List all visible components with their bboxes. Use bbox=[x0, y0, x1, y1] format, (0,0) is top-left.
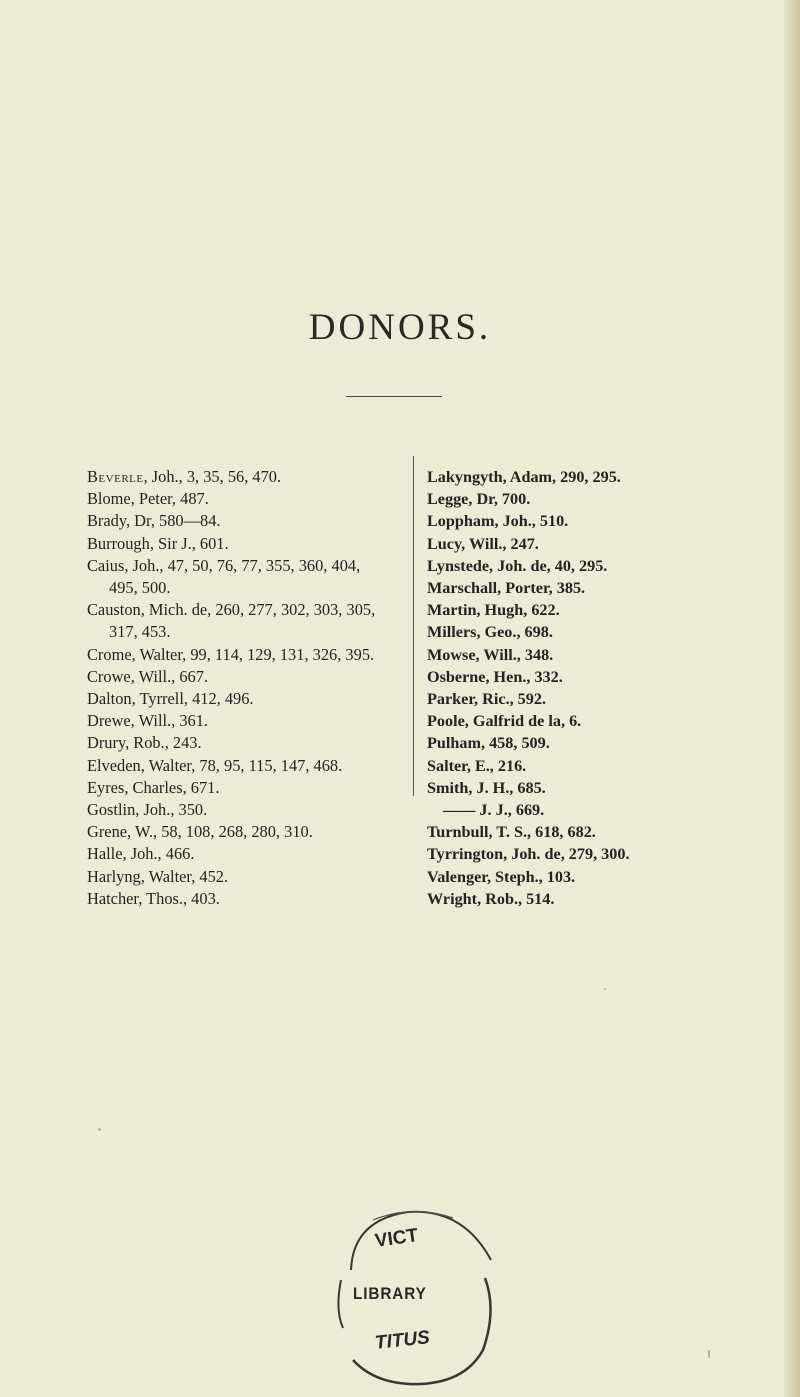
donor-entry: Loppham, Joh., 510. bbox=[427, 512, 569, 531]
donor-list-left bbox=[87, 466, 383, 910]
stamp-bottom-text: TITUS bbox=[374, 1327, 431, 1354]
page-title: DONORS. bbox=[308, 307, 492, 348]
donor-entry: Causton, Mich. de, 260, 277, 302, 303, 305, 317, 453. bbox=[87, 600, 376, 642]
donor-entry: Parker, Ric., 592. bbox=[427, 690, 546, 709]
stamp-library-text: LIBRARY bbox=[353, 1284, 427, 1303]
donor-entry: Marschall, Porter, 385. bbox=[427, 579, 586, 598]
donor-entry: Dalton, Tyrrell, 412, 496. bbox=[87, 689, 254, 709]
donor-list-right bbox=[427, 466, 737, 910]
donor-entry-ditto: —— J. J., 669. bbox=[443, 801, 545, 820]
donor-entry: Burrough, Sir J., 601. bbox=[87, 533, 229, 553]
column-divider bbox=[413, 456, 414, 796]
donor-entry: Lynstede, Joh. de, 40, 295. bbox=[427, 556, 608, 575]
donor-entry: Drury, Rob., 243. bbox=[87, 733, 202, 753]
donor-entry: Osberne, Hen., 332. bbox=[427, 667, 563, 686]
page-edge-shadow bbox=[784, 0, 800, 1397]
donor-entry: Martin, Hugh, 622. bbox=[427, 601, 560, 620]
donor-entry: Halle, Joh., 466. bbox=[87, 844, 195, 864]
donor-entry: Blome, Peter, 487. bbox=[87, 489, 209, 509]
donor-entry: Poole, Galfrid de la, 6. bbox=[427, 712, 582, 731]
donor-entry: Elveden, Walter, 78, 95, 115, 147, 468. bbox=[87, 755, 343, 775]
donor-surname: Beverle bbox=[87, 467, 144, 486]
donor-entry: Lucy, Will., 247. bbox=[427, 534, 539, 553]
donor-entry: Brady, Dr, 580—84. bbox=[87, 511, 221, 531]
donor-entry: Eyres, Charles, 671. bbox=[87, 777, 220, 797]
donor-entry: Turnbull, T. S., 618, 682. bbox=[427, 823, 596, 842]
donor-entry: Pulham, 458, 509. bbox=[427, 734, 550, 753]
donor-entry: Crowe, Will., 667. bbox=[87, 666, 209, 686]
stamp-top-text: VICT bbox=[373, 1225, 420, 1252]
donor-entry: Legge, Dr, 700. bbox=[427, 490, 531, 509]
title-rule bbox=[346, 396, 442, 397]
donor-entry: Millers, Geo., 698. bbox=[427, 623, 553, 642]
donor-entry bbox=[87, 466, 383, 488]
donor-entry: Wright, Rob., 514. bbox=[427, 889, 555, 908]
donor-entry: Harlyng, Walter, 452. bbox=[87, 866, 229, 886]
donor-entry: Gostlin, Joh., 350. bbox=[87, 800, 208, 820]
donor-details: , Joh., 3, 35, 56, 470. bbox=[143, 467, 282, 486]
paper-speck bbox=[98, 1128, 101, 1131]
donor-entry: Drewe, Will., 361. bbox=[87, 711, 209, 731]
donor-entry: Grene, W., 58, 108, 268, 280, 310. bbox=[87, 822, 313, 842]
donor-entry: Hatcher, Thos., 403. bbox=[87, 888, 220, 908]
donor-entry: Crome, Walter, 99, 114, 129, 131, 326, 395. bbox=[87, 644, 375, 664]
donor-entry: Lakyngyth, Adam, 290, 295. bbox=[427, 468, 621, 486]
paper-speck bbox=[604, 988, 606, 990]
donor-entry: Mowse, Will., 348. bbox=[427, 645, 554, 664]
donor-entry: Valenger, Steph., 103. bbox=[427, 867, 576, 886]
library-stamp bbox=[313, 1200, 513, 1390]
donor-entry: Smith, J. H., 685. bbox=[427, 778, 546, 797]
paper-speck bbox=[708, 1350, 710, 1358]
donor-entry: Salter, E., 216. bbox=[427, 756, 527, 775]
donor-entry: Tyrrington, Joh. de, 279, 300. bbox=[427, 845, 630, 864]
donor-entry: Caius, Joh., 47, 50, 76, 77, 355, 360, 404, 495, 500. bbox=[87, 555, 361, 598]
